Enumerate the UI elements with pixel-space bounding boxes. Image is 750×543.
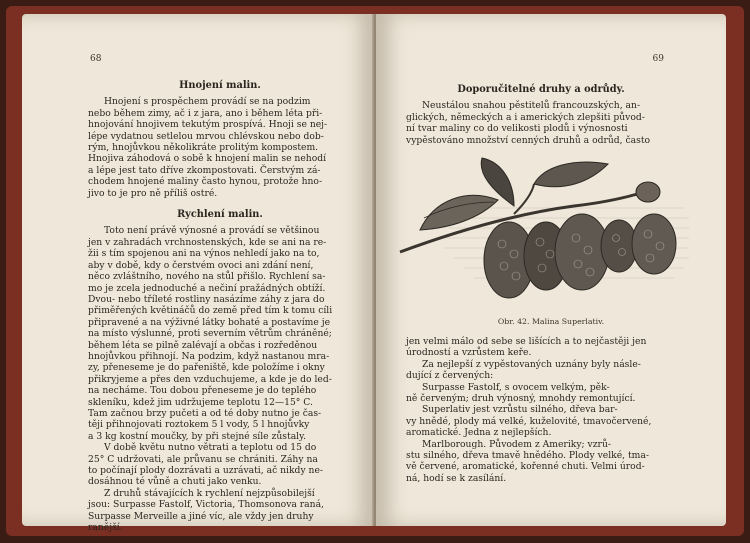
text-line: aby v době, kdy o čerstvém ovoci ani zdání není, [88,259,314,271]
text-line: jen velmi málo od sebe se lišících a to nejčastěji jen [406,336,647,347]
text-line: ná, hodí se k zasílání. [406,472,507,484]
text-line: ní tvar maliny co do velikosti plodů i výnosnosti [406,123,628,135]
text-line: glických, německých a i amerických zlepšiti původ- [406,111,645,123]
raspberry-illustration [394,148,694,318]
left-page-number: 68 [90,54,102,64]
text-line: Surpasse Fastolf, s ovocem velkým, pěk- [422,381,610,393]
text-line: V době květu nutno větrati a teplotu od 15 do [104,442,317,454]
figure-caption: Obr. 42. Malina Superlativ. [497,317,605,326]
text-line: Dvou- nebo tříleté rostliny nasázíme záhy z jara do [88,293,325,305]
text-line: Hnojení s prospěchem provádí se na podzim [104,96,311,108]
text-line: jsou: Surpasse Fastolf, Victoria, Thomsonova raná, [88,499,324,511]
text-line: jen v zahradách vrchnostenských, kde se ani na re- [88,236,327,248]
text-line: ranější. [88,522,123,534]
right-page [376,14,726,526]
text-line: Neustálou snahou pěstitelů francouzských, an- [422,100,641,112]
text-line: jivo to je pro ně příliš ostré. [88,187,218,199]
text-line: během léta se pilně zalévají a občas i rozředěnou [88,339,318,351]
text-line: úrodností a vzrůstem keře. [406,347,532,359]
text-line: Toto není právě výnosné a provádí se většinou [104,225,320,237]
text-line: Tam začnou brzy pučeti a od té doby nutno je čas- [88,407,322,419]
text-line: Hnojiva záhodová o sobě k hnojení malin se nehodí [88,153,327,165]
text-line: to počínají plody dozrávati a uzrávati, ač nikdy ne- [88,465,324,476]
text-line: zy, přeneseme je do pařeniště, kde položíme i okny [88,362,325,374]
section-title-hnojeni: Hnojení malin. [179,80,261,91]
right-page-number: 69 [652,54,664,64]
text-line: Z druhů stávajících k rychlení nejzpůsobilejší [104,487,315,499]
text-line: lépe vydatnou setlelou mrvou chlévskou nebo dob- [88,130,324,142]
text-line: chodem hnojené maliny často hynou, protože hno- [88,176,323,188]
text-line: přiměřených květináčů do země před tím k tomu cíli [88,305,333,317]
text-line: na místo výslunné, proti severním větrům chráněné; [88,328,332,340]
text-line: a 3 kg kostní moučky, by při stejné síle zůstaly. [88,430,307,442]
text-line: na necháme. Tou dobou přeneseme je do teplého [88,385,317,397]
text-line: vy hnědé, plody má velké, kuželovité, tmavočervené, [406,415,652,427]
text-line: ně červeným; druh výnosný, mnohdy remontující. [406,393,636,405]
text-line: něco zvláštního, nového na stůl přišlo. Rychlení sa- [88,271,326,283]
text-line: aromatické. Jedna z nejlepších. [406,427,552,439]
text-line: těji přihnojovati roztokem 5 l vody, 5 l hnojůvky [88,419,310,431]
text-line: Marlborough. Původem z Ameriky; vzrů- [422,438,611,450]
right-page-bottom-text [406,336,676,484]
text-line: Za nejlepší z vypěstovaných uznány byly násle- [422,358,641,370]
text-line: rým, hnojůvkou několikráte prolitým kompostem. [88,142,319,154]
text-line: přikryjeme a přes den vzduchujeme, a kde je do led- [88,373,332,385]
text-line: dující z červených: [406,370,494,382]
text-line: 25° C udržovati, ale průvanu se chrániti. Záhy na [88,453,318,465]
text-line: nebo během zimy, ač i z jara, ano i během léta při- [88,107,323,119]
text-line: vě červené, aromatické, kořenné chuti. Velmi úrod- [406,461,645,473]
left-page-text [88,80,352,533]
text-line: vypěstováno množství cenných druhů a odrůd, často [406,134,651,146]
text-line: stu silného, dřeva tmavě hnědého. Plody velké, tma- [406,450,649,462]
section-title-druhy: Doporučitelné druhy a odrůdy. [457,84,625,95]
text-line: mo je zcela jednoduché a nečiní pražádných obtíží. [88,282,326,294]
text-line: Superlativ jest vzrůstu silného, dřeva bar- [422,404,618,416]
text-line: skleníku, kdež jim udržujeme teplotu 12—15° C. [88,396,313,408]
right-page-top-text [406,84,676,146]
text-line: hnojůvkou přihnojí. Na podzim, když nastanou mra- [88,350,330,362]
text-line: připravené a na výživné látky bohaté a postavíme je [88,316,331,328]
section-title-rychleni: Rychlení malin. [177,209,263,221]
text-line: hnojování hnojivem tekutým prospívá. Hnoji se nej- [88,119,328,131]
text-line: žii s tím spojenou ani na výnos nehledí jako na to, [88,248,320,260]
text-line: Surpasse Merveille a jiné víc, ale vždy jen druhy [88,510,314,522]
left-page [22,14,374,534]
text-line: dosáhnou té vůně a chuti jako venku. [88,476,262,488]
text-line: a lépe jest tato dříve zkompostovati. Čerstvým zá- [88,164,321,176]
